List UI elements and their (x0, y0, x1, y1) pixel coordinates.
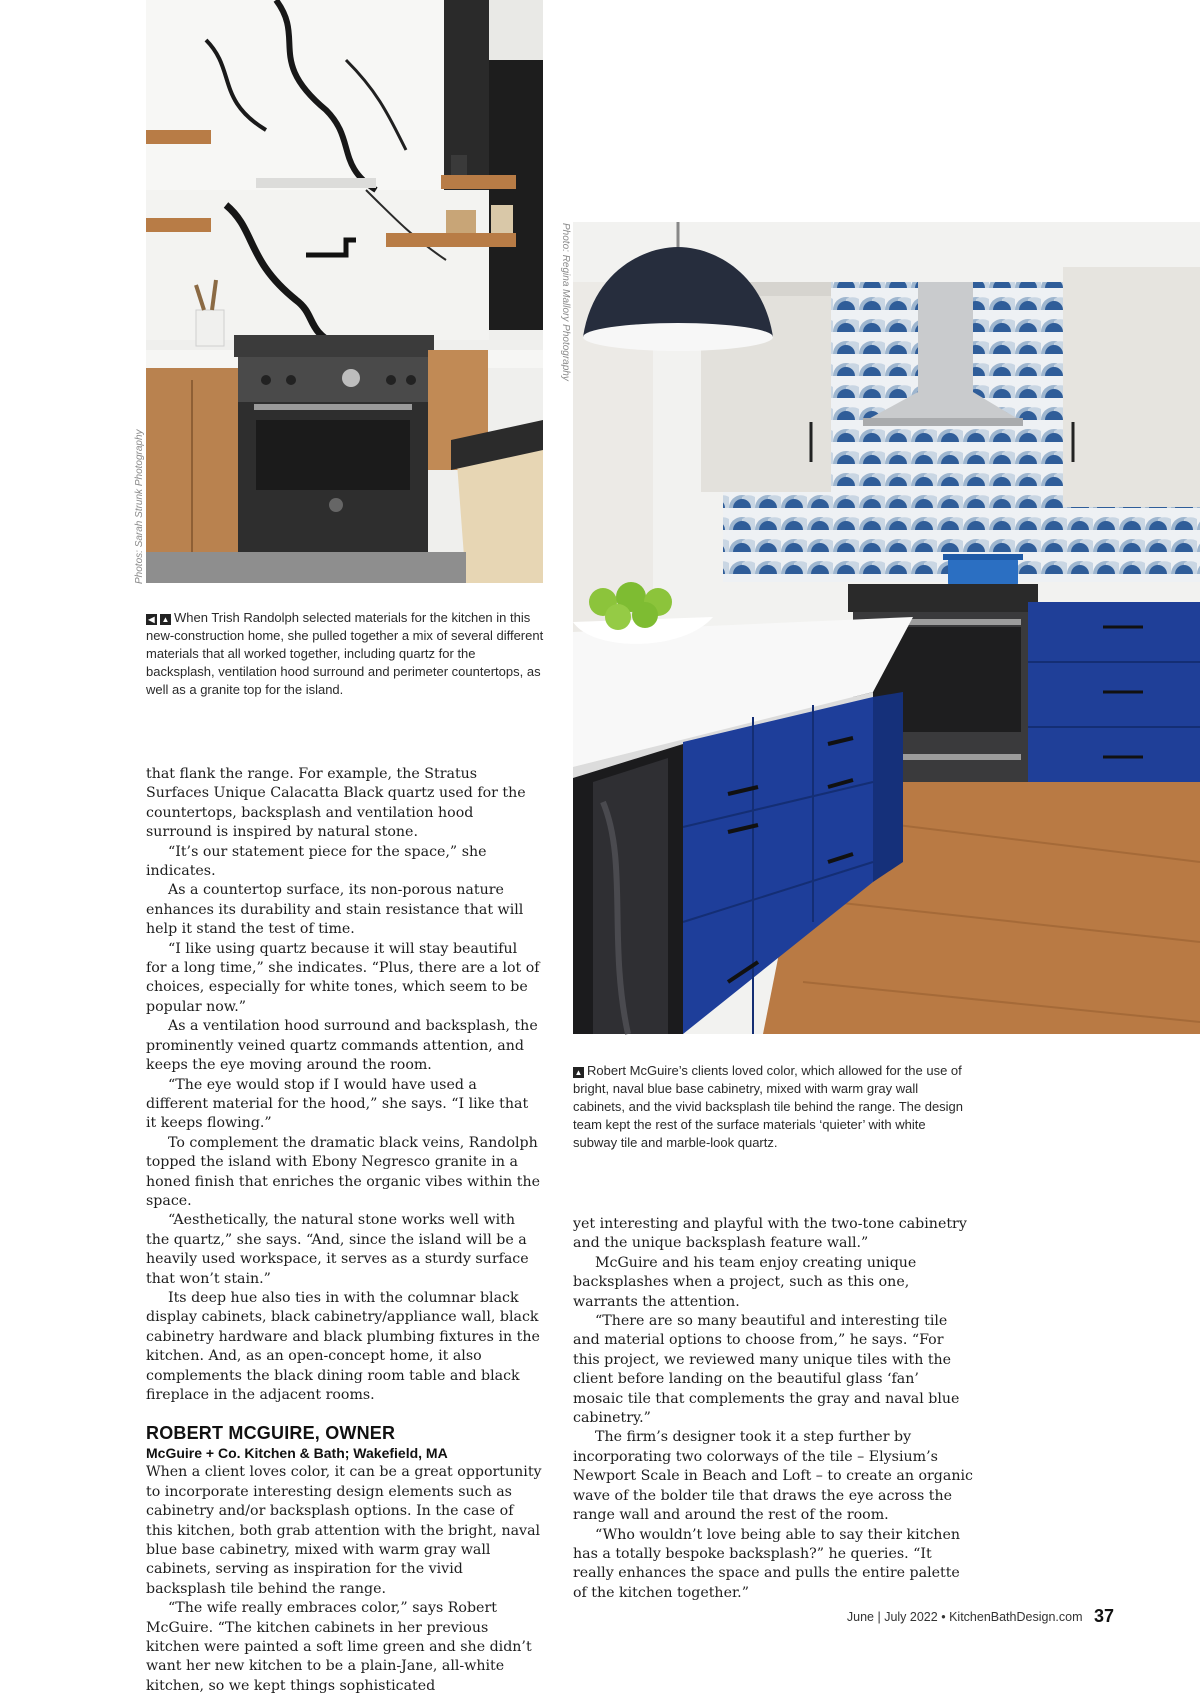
section-subheading: McGuire + Co. Kitchen & Bath; Wakefield, MA (146, 1445, 448, 1462)
body-paragraph: “It’s our statement piece for the space,” she indicates. (146, 843, 487, 880)
body-paragraph: To complement the dramatic black veins, Randolph topped the island with Ebony Negresco granite in a honed finish that enriches the organic vibes within the space. (146, 1134, 541, 1209)
up-arrow-icon: ▲ (161, 615, 170, 624)
issue-date: June | July 2022 (846, 1610, 938, 1624)
body-paragraph: “The eye would stop if I would have used a different material for the hood,” she says. “I like that it keeps flowing.” (146, 1076, 529, 1132)
body-paragraph: As a countertop surface, its non-porous nature enhances its durability and stain resistance that will help it stand the test of time. (146, 882, 524, 938)
body-paragraph: “I like using quartz because it will stay beautiful for a long time,” she indicates. “Plus, there are a lot of choices, especially for white tones, which seem to be popular now.” (146, 940, 540, 1015)
caption-left-text: When Trish Randolph selected materials for the kitchen in this new-construction home, she pulled together a mix of several different materials that all worked together, including quartz for the backsplash, ventilation hood surround and perimeter countertops, as well as a granite top for the island. (146, 610, 544, 697)
body-paragraph: “Who wouldn’t love being able to say their kitchen has a totally bespoke backsplash?” he queries. “It really enhances the space and pulls the entire palette of the kitchen together.” (573, 1526, 960, 1601)
body-paragraph: “The wife really embraces color,” says Robert McGuire. “The kitchen cabinets in her previous kitchen were painted a soft lime green and she didn’t want her new kitchen to be a plain-Jane, all-white kitchen, so we kept things sophisticated (146, 1600, 532, 1694)
caption-right-text: Robert McGuire’s clients loved color, which allowed for the use of bright, naval blue base cabinetry, mixed with warm gray wall cabinets, and the vivid backsplash tile behind the range. The design team kept the rest of the surface materials ‘quieter’ with white subway tile and marble-look quartz. (573, 1063, 964, 1150)
body-paragraph: “Aesthetically, the natural stone works well with the quartz,” she says. “And, since the island will be a heavily used workspace, it serves as a sturdy surface that won’t stain.” (146, 1212, 529, 1287)
article-column-left (146, 765, 542, 1696)
body-paragraph: When a client loves color, it can be a great opportunity to incorporate interesting design elements such as cabinetry and/or backsplash options. In the case of this kitchen, both grab attention with the bright, naval blue base cabinetry, mixed with warm gray wall cabinets, serving as inspiration for the vivid backsplash tile behind the range. (146, 1464, 542, 1597)
body-paragraph: that flank the range. For example, the Stratus Surfaces Unique Calacatta Black quartz used for the countertops, backsplash and ventilation hood surround is inspired by natural stone. (146, 766, 526, 841)
body-paragraph: McGuire and his team enjoy creating unique backsplashes when a project, such as this one, warrants the attention. (573, 1254, 917, 1310)
photo-caption-right (573, 1062, 973, 1152)
body-paragraph: yet interesting and playful with the two-tone cabinetry and the unique backsplash feature wall.” (573, 1216, 967, 1252)
article-column-right (573, 1215, 973, 1603)
body-paragraph: The firm’s designer took it a step further by incorporating two colorways of the tile – Elysium’s Newport Scale in Beach and Loft – to create an organic wave of the bolder tile that draws the eye across the range wall and around the rest of the room. (573, 1429, 973, 1524)
left-arrow-icon: ◀ (146, 614, 157, 625)
section-heading: ROBERT MCGUIRE, OWNER (146, 1423, 396, 1444)
up-arrow-icon: ▲ (574, 1068, 583, 1077)
footer-separator: • (941, 1610, 946, 1624)
photo-caption-left (146, 609, 544, 699)
body-paragraph: As a ventilation hood surround and backsplash, the prominently veined quartz commands attention, and keeps the eye moving around the room. (146, 1018, 538, 1074)
page-footer (847, 1606, 1114, 1627)
website-link[interactable]: KitchenBathDesign.com (949, 1610, 1083, 1624)
page-number: 37 (1093, 1606, 1114, 1626)
kitchen-photo-marble-hood (146, 0, 543, 583)
photo-credit-right: Photo: Regina Mallory Photography (560, 223, 571, 381)
photo-credit-left: Photos: Sarah Strunk Photography (134, 429, 145, 584)
body-paragraph: Its deep hue also ties in with the columnar black display cabinets, black cabinetry/appliance wall, black cabinetry hardware and black plumbing fixtures in the kitchen. And, as an open-concept home, it also complements the black dining room table and black fireplace in the adjacent rooms. (146, 1289, 540, 1403)
kitchen-photo-blue-cabinets (573, 222, 1200, 1034)
body-paragraph: “There are so many beautiful and interesting tile and material options to choose from,” he says. “For this project, we reviewed many unique tiles with the client before landing on the beautiful glass ‘fan’ mosaic tile that complements the gray and naval blue cabinetry.” (573, 1313, 960, 1427)
